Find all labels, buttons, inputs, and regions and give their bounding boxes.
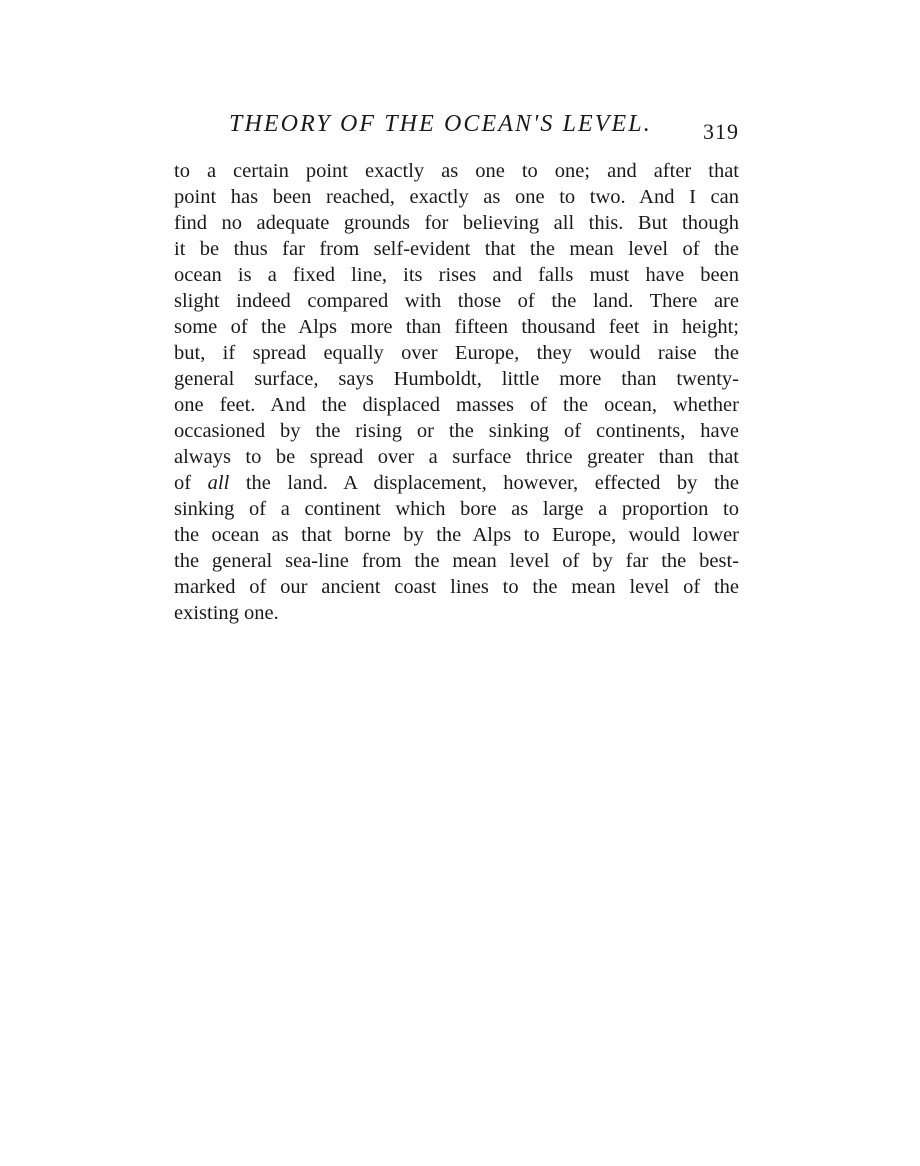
text-line: it be thus far from self-evident that the mean level of the xyxy=(174,238,739,260)
body-paragraph xyxy=(174,158,739,626)
page-number: 319 xyxy=(703,119,739,144)
emphasized-word: all xyxy=(207,472,230,494)
text-line xyxy=(174,470,739,496)
text-line: ocean is a fixed line, its rises and falls must have been xyxy=(174,264,739,286)
text-line: always to be spread over a surface thrice greater than that xyxy=(174,446,739,468)
text-line: to a certain point exactly as one to one; and after that xyxy=(174,160,739,182)
text-line: general surface, says Humboldt, little more than twenty- xyxy=(174,368,739,390)
text-line: some of the Alps more than fifteen thousand feet in height; xyxy=(174,316,739,338)
text-line-last: existing one. xyxy=(174,602,279,624)
text-line: slight indeed compared with those of the land. There are xyxy=(174,290,739,312)
text-line: but, if spread equally over Europe, they would raise the xyxy=(174,342,739,364)
running-head xyxy=(229,107,739,144)
text-line: marked of our ancient coast lines to the mean level of the xyxy=(174,576,739,598)
text-line: occasioned by the rising or the sinking of continents, have xyxy=(174,420,739,442)
text-run: the land. A displacement, however, effected by the xyxy=(229,472,739,494)
text-line: one feet. And the displaced masses of the ocean, whether xyxy=(174,394,739,416)
text-line: find no adequate grounds for believing all this. But though xyxy=(174,212,739,234)
text-line: point has been reached, exactly as one to two. And I can xyxy=(174,186,739,208)
text-line: the ocean as that borne by the Alps to Europe, would lower xyxy=(174,524,739,546)
text-line: sinking of a continent which bore as large a proportion to xyxy=(174,498,739,520)
text-line: the general sea-line from the mean level of by far the best- xyxy=(174,550,739,572)
text-run: of xyxy=(174,472,208,494)
running-title: THEORY OF THE OCEAN'S LEVEL. xyxy=(229,111,652,137)
